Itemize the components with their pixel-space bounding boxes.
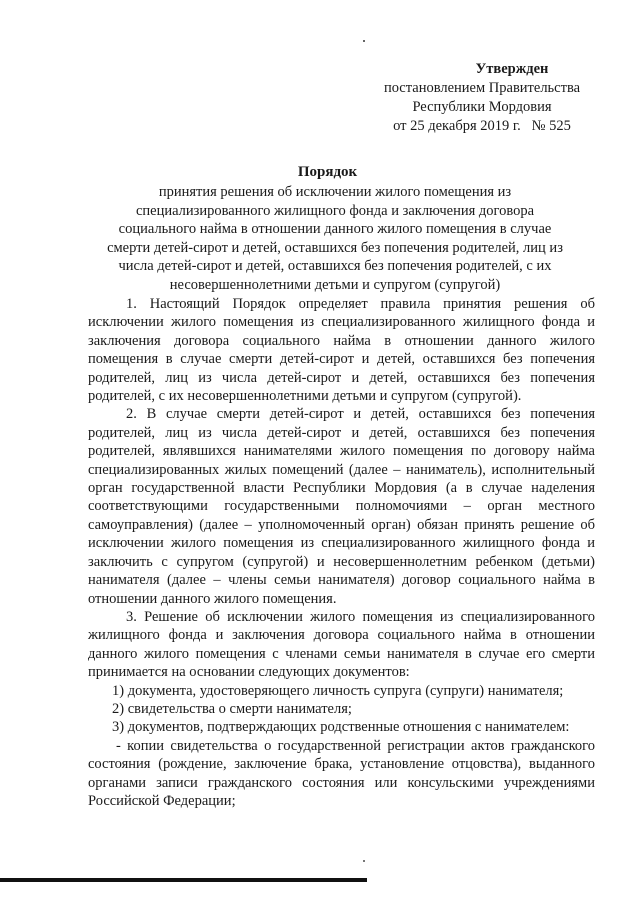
dash-list-item: - копии свидетельства о государственной регистрации актов гражданского состояния (рождение, заключение брака, установление отцовства), выданного органами записи гражданского состояния или консульскими учреждениями Российской Федерации;: [88, 737, 595, 809]
approval-line-2: Республики Мордовия: [412, 99, 552, 115]
scan-edge-bar: [0, 878, 367, 882]
approval-stamp-block: [352, 60, 612, 136]
list-item-2: 2) свидетельства о смерти нанимателя;: [112, 700, 352, 717]
approval-title: Утвержден: [475, 61, 549, 77]
document-subtitle: принятия решения об исключении жилого помещения из специализированного жилищного фонда и заключения договора социального найма в отношении данного жилого помещения в случае смерти детей-сирот и детей, оставшихся без попечения родителей, лиц из числа детей-сирот и детей, оставшихся без попечения родителей, с их несовершеннолетними детьми и супругом (супругой): [107, 184, 563, 293]
paragraph-1: 1. Настоящий Порядок определяет правила принятия решения об исключении жилого помещения из специализированного жилищного фонда и заключения договора социального найма в отношении данного жилого помещения в случае смерти детей-сирот и детей, оставшихся без попечения родителей, лиц из числа детей-сирот и детей, оставшихся без попечения родителей, с их несовершеннолетними детьми и супругом (супругой).: [88, 296, 595, 405]
document-body: [88, 295, 595, 810]
approval-line-3: от 25 декабря 2019 г. № 525: [393, 118, 571, 134]
paragraph-2: 2. В случае смерти детей-сирот и детей, оставшихся без попечения родителей, лиц из числа детей-сирот и детей, оставшихся без попечения родителей, являвшихся нанимателями жилого помещения по договору найма специализированных жилых помещений (далее – наниматель), исполнительный орган государственной власти Республики Мордовия (а в случае наделения соответствующими государственными полномочиями – орган местного самоуправления) (далее – уполномоченный орган) обязан принять решение об исключении жилого помещения из специализированного жилищного фонда и заключить с супругом (супругой) и несовершеннолетним ребенком (детьми) нанимателя (далее – члены семьи нанимателя) договор социального найма в отношении данного жилого помещения.: [88, 406, 595, 607]
paragraph-3: 3. Решение об исключении жилого помещения из специализированного жилищного фонда и заключения договора социального найма в отношении данного жилого помещения с членами семьи нанимателя в случае его смерти принимается на основании следующих документов:: [88, 608, 595, 681]
list-item-1: 1) документа, удостоверяющего личность супруга (супруги) нанимателя;: [112, 682, 564, 699]
approval-line-1: постановлением Правительства: [383, 80, 581, 96]
scan-speck: [363, 860, 365, 862]
document-title: Порядок: [297, 164, 358, 180]
list-item-3: 3) документов, подтверждающих родственные отношения с нанимателем:: [112, 719, 570, 736]
scan-speck: [363, 40, 365, 42]
